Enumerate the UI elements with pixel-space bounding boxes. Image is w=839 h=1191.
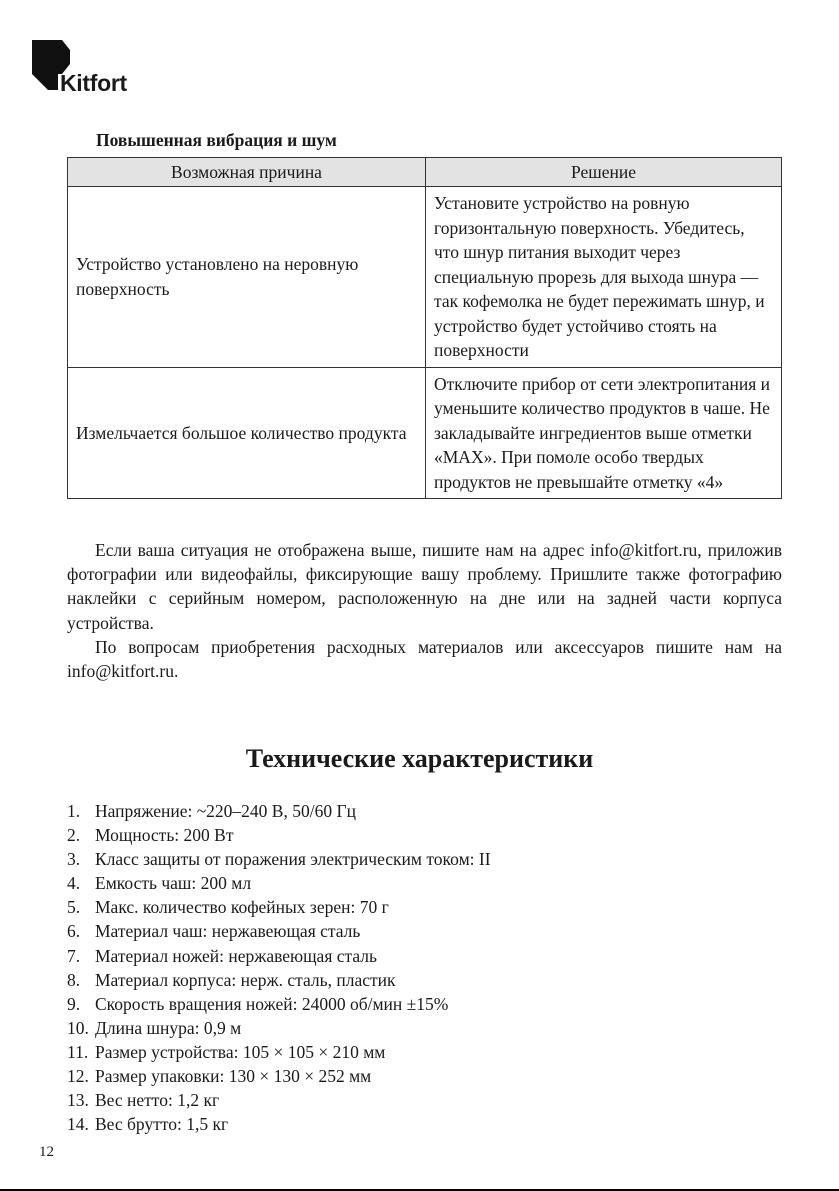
list-item (67, 944, 491, 968)
list-item (67, 992, 491, 1016)
item-text: Материал ножей: нержавеющая сталь (95, 945, 378, 966)
page-number: 12 (39, 1144, 54, 1160)
troubleshooting-table (67, 157, 782, 499)
list-item (67, 1112, 491, 1136)
item-number: 9. (67, 993, 81, 1014)
solution-cell: Отключите прибор от сети электропитания и уменьшите количество продуктов в чаше. Не закладывайте ингредиентов выше отметки «MAX». При помоле особо твердых продуктов не превышайте отметку «4» (426, 367, 782, 499)
table-header-row (68, 158, 782, 187)
item-text: Вес брутто: 1,5 кг (95, 1114, 229, 1135)
item-text: Емкость чаш: 200 мл (95, 873, 252, 894)
item-text: Макс. количество кофейных зерен: 70 г (95, 897, 389, 918)
list-item (67, 1064, 491, 1088)
item-number: 8. (67, 969, 81, 990)
brand-name: Kitfort (60, 70, 127, 96)
item-text: Размер упаковки: 130 × 130 × 252 мм (95, 1066, 372, 1087)
item-text: Напряжение: ~220–240 В, 50/60 Гц (95, 801, 356, 821)
cause-cell: Устройство установлено на неровную поверхность (68, 187, 426, 368)
item-number: 12. (67, 1066, 89, 1087)
item-number: 11. (67, 1041, 89, 1062)
section-heading: Повышенная вибрация и шум (96, 130, 337, 150)
item-number: 14. (67, 1114, 89, 1135)
cause-cell: Измельчается большое количество продукта (68, 367, 426, 499)
note-paragraph: Если ваша ситуация не отображена выше, пишите нам на адрес info@kitfort.ru, приложив фотографии или видеофайлы, фиксирующие вашу проблему. Пришлите также фотографию наклейки с серийным номером, расположенную на дне или на задней части корпуса устройства. (67, 540, 782, 633)
solution-cell: Установите устройство на ровную горизонтальную поверхность. Убедитесь, что шнур питания выходит через специальную прорезь для выхода шнура — так кофемолка не будет пережимать шнур, и устройство будет устойчиво стоять на поверхности (426, 187, 782, 368)
item-text: Вес нетто: 1,2 кг (95, 1090, 220, 1111)
list-item (67, 919, 491, 943)
list-item (67, 968, 491, 992)
list-item (67, 799, 491, 823)
item-text: Материал чаш: нержавеющая сталь (95, 921, 361, 942)
specs-title: Технические характеристики (245, 744, 594, 773)
item-number: 1. (67, 801, 81, 821)
item-text: Скорость вращения ножей: 24000 об/мин ±15% (95, 993, 449, 1014)
item-number: 3. (67, 849, 81, 870)
column-header-solution: Решение (426, 158, 782, 187)
note-paragraph: По вопросам приобретения расходных материалов или аксессуаров пишите нам на info@kitfort.ru. (67, 636, 782, 682)
item-number: 5. (67, 897, 81, 918)
list-item (67, 871, 491, 895)
table-row (68, 367, 782, 499)
contact-notes (67, 538, 782, 683)
list-item (67, 1016, 491, 1040)
column-header-cause: Возможная причина (68, 158, 426, 187)
item-text: Мощность: 200 Вт (95, 825, 234, 846)
list-item (67, 1088, 491, 1112)
item-number: 2. (67, 825, 81, 846)
item-number: 4. (67, 873, 81, 894)
item-number: 7. (67, 945, 81, 966)
item-text: Класс защиты от поражения электрическим током: II (95, 849, 491, 870)
item-number: 6. (67, 921, 81, 942)
item-text: Размер устройства: 105 × 105 × 210 мм (95, 1041, 386, 1062)
list-item (67, 823, 491, 847)
item-number: 13. (67, 1090, 89, 1111)
list-item (67, 895, 491, 919)
table-row (68, 187, 782, 368)
list-item (67, 847, 491, 871)
specs-list (67, 799, 491, 1136)
item-text: Длина шнура: 0,9 м (95, 1017, 242, 1038)
item-number: 10. (67, 1017, 89, 1038)
list-item (67, 1040, 491, 1064)
item-text: Материал корпуса: нерж. сталь, пластик (95, 969, 396, 990)
